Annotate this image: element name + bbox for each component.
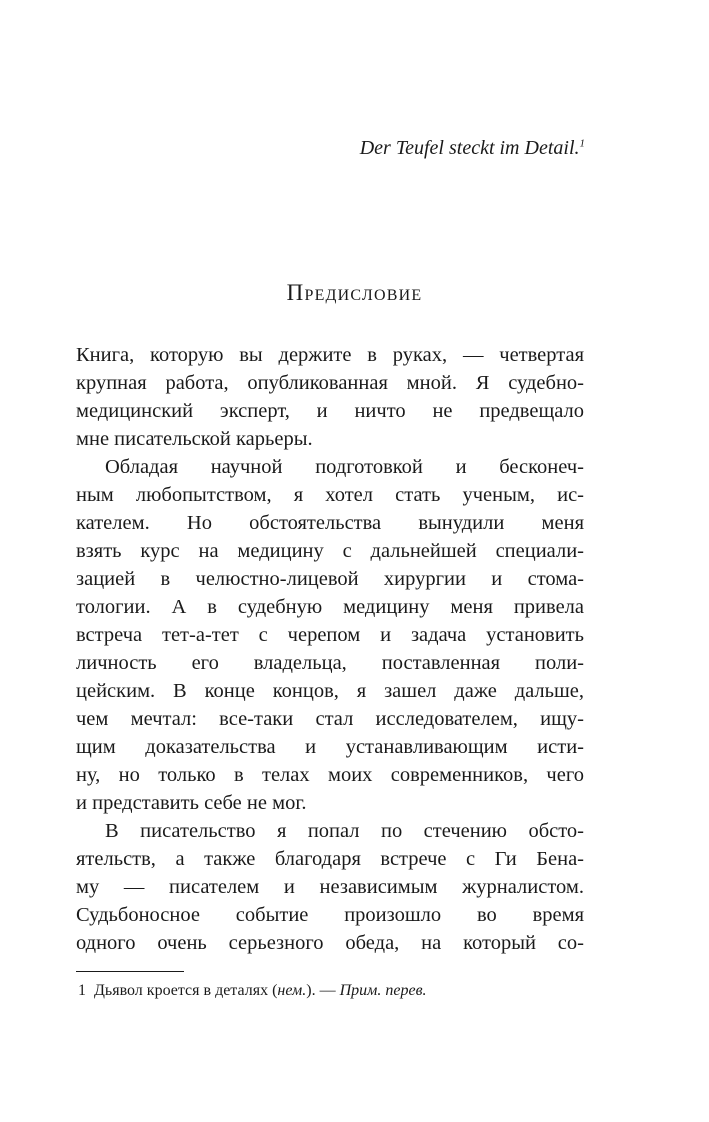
footnote-lang: нем. [277, 982, 307, 999]
body-line: кателем. Но обстоятельства вынудили меня [76, 512, 584, 534]
body-line: му — писателем и независимым журналистом. [76, 876, 584, 898]
chapter-title: Предисловие [286, 280, 423, 305]
epigraph [360, 137, 585, 160]
footnote-number: 1 [78, 982, 86, 999]
body-line: встреча тет-а-тет с черепом и задача установить [76, 624, 584, 646]
body-line: чем мечтал: все-таки стал исследователем, ищу- [76, 708, 584, 730]
body-line: ну, но только в телах моих современников, чего [76, 764, 584, 786]
footnote-text: Дьявол кроется в деталях ( [94, 982, 278, 999]
epigraph-footnote-ref: 1 [579, 137, 585, 150]
body-line: зацией в челюстно-лицевой хирургии и стома- [76, 568, 584, 590]
footnote-note: Прим. перев. [339, 982, 427, 999]
footnote-divider [76, 971, 184, 972]
body-line: взять курс на медицину с дальнейшей специали- [76, 540, 584, 562]
body-line: мне писательской карьеры. [76, 428, 313, 450]
body-line: и представить себе не мог. [76, 792, 307, 814]
body-line: В писательство я попал по стечению обсто- [105, 820, 584, 842]
body-line: крупная работа, опубликованная мной. Я судебно- [76, 372, 584, 394]
body-line: ятельств, а также благодаря встрече с Ги Бена- [76, 848, 584, 870]
body-line: ным любопытством, я хотел стать ученым, ис- [76, 484, 584, 506]
body-line: Книга, которую вы держите в руках, — четвертая [76, 344, 584, 366]
body-line: одного очень серьезного обеда, на который со- [76, 932, 584, 954]
footnote-mid: ). — [306, 982, 340, 999]
body-line: тологии. А в судебную медицину меня привела [76, 596, 584, 618]
body-line: Судьбоносное событие произошло во время [76, 904, 584, 926]
body-line: щим доказательства и устанавливающим исти- [76, 736, 584, 758]
body-line: Обладая научной подготовкой и бесконеч- [105, 456, 584, 478]
epigraph-text: Der Teufel steckt im Detail. [359, 137, 580, 159]
footnote [78, 979, 427, 1003]
body-line: медицинский эксперт, и ничто не предвещало [76, 400, 584, 422]
body-line: цейским. В конце концов, я зашел даже дальше, [76, 680, 584, 702]
body-line: личность его владельца, поставленная поли- [76, 652, 584, 674]
